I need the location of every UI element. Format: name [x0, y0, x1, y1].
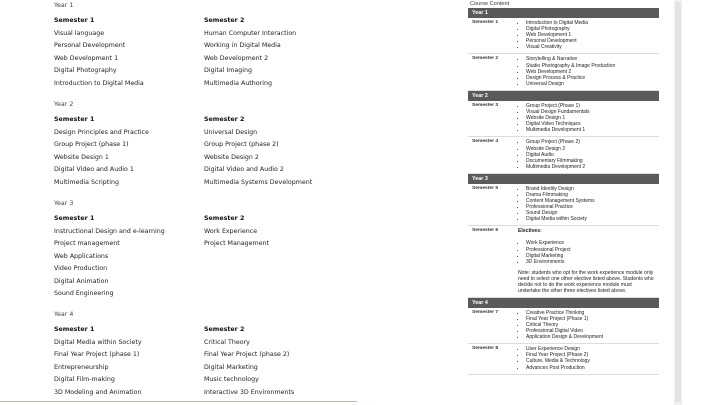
course-year [468, 91, 659, 174]
semester-label: Semester 3 [472, 102, 499, 108]
module-item: Multimedia Authoring [204, 79, 272, 87]
semester-header: Semester 1 [54, 215, 95, 222]
module-item: Website Design 2 [204, 153, 259, 161]
module-item: • Group Project (Phase 1) [526, 103, 655, 109]
module-item: • Advances Post Production [526, 365, 655, 371]
course-content-table [468, 0, 659, 375]
module-item: • Multimedia Development 2 [526, 164, 655, 170]
semester-column [204, 324, 354, 399]
semester-header: Semester 2 [204, 116, 245, 123]
semester-label: Semester 6 [472, 228, 499, 234]
module-item: • Professional Digital Video [526, 328, 655, 334]
module-item: • Design Process & Practice [526, 75, 655, 81]
module-list [518, 310, 655, 340]
semester-modules [518, 56, 659, 86]
semester-columns [54, 324, 354, 399]
module-item: • Critical Theory [526, 322, 655, 328]
semester-header: Semester 1 [54, 116, 95, 123]
module-list [518, 186, 655, 223]
module-item: Human Computer Interaction [204, 29, 297, 37]
semester-header: Semester 2 [204, 17, 245, 24]
module-item: • Documentary Filmmaking [526, 158, 655, 164]
semester-label: Semester 7 [472, 309, 499, 315]
semester-header: Semester 1 [54, 326, 95, 333]
module-item: Critical Theory [204, 338, 250, 346]
module-item: • Final Year Project (Phase 1) [526, 316, 655, 322]
module-item: Design Principles and Practice [54, 128, 149, 136]
year-bar: Year 1 [468, 8, 659, 18]
module-item: • Digital Audio [526, 152, 655, 158]
module-item: • Web Development 2 [526, 69, 655, 75]
year-title: Year 3 [54, 200, 74, 207]
course-year [468, 174, 659, 298]
course-year [468, 298, 659, 375]
module-item: • Personal Development [526, 38, 655, 44]
module-item: • Final Year Project (Phase 2) [526, 352, 655, 358]
module-item: • Work Experience [526, 240, 655, 246]
module-item: • Digital Media within Society [526, 216, 655, 222]
module-item: • Website Design 1 [526, 115, 655, 121]
module-item: • Content Management Systems [526, 198, 655, 204]
semester-label: Semester 2 [472, 56, 499, 62]
semester-header: Semester 1 [54, 17, 95, 24]
module-item: 3D Modeling and Animation [54, 388, 142, 396]
module-item: • Studio Photography & Image Production [526, 63, 655, 69]
module-item: • Group Project (Phase 2) [526, 139, 655, 145]
left-module-list [0, 0, 358, 405]
module-item: • Professional Practice [526, 204, 655, 210]
semester-column [204, 15, 354, 90]
semester-modules [518, 346, 659, 370]
semester-column [204, 114, 354, 189]
module-item: Group Project (phase 2) [204, 141, 279, 148]
semester-label: Semester 1 [472, 20, 499, 25]
module-item: • Digital Marketing [526, 253, 655, 259]
module-item: • Web Development 1 [526, 32, 655, 38]
semester-column [54, 213, 204, 301]
module-item: Project Management [204, 240, 270, 247]
semester-modules [518, 103, 659, 133]
module-item: • Universal Design [526, 81, 655, 87]
module-item: Digital Marketing [204, 363, 258, 371]
module-item: Digital Animation [54, 277, 109, 285]
semester-column [54, 114, 204, 189]
module-item: Multimedia Scripting [54, 178, 120, 186]
electives-note: Note: students who opt for the work experience module only need to select one other elective listed above. Students who decide not to do the work experience module must undertake the other three electives listed above. [518, 269, 654, 294]
semester-column [204, 213, 354, 301]
semester-modules [518, 186, 659, 223]
module-item: Web Applications [54, 252, 109, 260]
semester-header: Semester 2 [204, 215, 245, 222]
year-block [54, 198, 354, 301]
module-item: • Brand Identity Design [526, 186, 655, 192]
semester-modules [518, 20, 659, 50]
year-bar: Year 3 [468, 174, 659, 184]
module-item: • Drama Filmmaking [526, 192, 655, 198]
year-title: Year 4 [54, 311, 74, 318]
module-item: Introduction to Digital Media [54, 79, 144, 87]
module-item: Entrepreneurship [54, 363, 109, 371]
semester-row [468, 137, 659, 173]
module-item: • Storytelling & Narrative [526, 56, 655, 62]
module-list [518, 20, 655, 50]
module-item: • Visual Design Fundamentals [526, 109, 655, 115]
module-item: • Creative Practice Thinking [526, 310, 655, 316]
semester-label: Semester 8 [472, 346, 499, 352]
module-item: • Introduction to Digital Media [526, 20, 655, 26]
module-item: • 3D Environments [526, 259, 655, 265]
module-item: Instructional Design and e-learning [54, 227, 165, 235]
scrollbar-thumb[interactable] [675, 2, 681, 402]
module-item: Working in Digital Media [204, 42, 281, 49]
module-item: Interactive 3D Environments [204, 388, 295, 396]
course-content-title: Course Content [470, 1, 510, 7]
module-item: Universal Design [204, 128, 258, 136]
module-list [518, 240, 655, 264]
module-item: Final Year Project (phase 1) [54, 351, 140, 358]
year-title: Year 1 [54, 2, 74, 9]
module-item: • Sound Design [526, 210, 655, 216]
module-item: Music technology [204, 376, 259, 383]
module-list [518, 103, 655, 133]
semester-row [468, 101, 659, 137]
module-item: Digital Photography [54, 67, 117, 74]
module-item: Digital Video and Audio 2 [204, 166, 284, 173]
module-list [518, 56, 655, 86]
semester-header: Semester 2 [204, 326, 245, 333]
semester-row [468, 54, 659, 90]
course-content-years [468, 8, 659, 375]
module-item: • Multimedia Development 1 [526, 127, 655, 133]
module-item: Web Development 2 [204, 54, 269, 62]
module-item: • Culture, Media & Technology [526, 358, 655, 364]
year-block [54, 309, 354, 399]
bottom-divider [0, 401, 357, 402]
year-bar: Year 4 [468, 298, 659, 308]
module-item: Multimedia Systems Development [204, 178, 313, 186]
module-item: • Digital Photography [526, 26, 655, 32]
year-title: Year 2 [54, 101, 74, 108]
module-item: Digital Video and Audio 1 [54, 166, 134, 173]
semester-row [468, 308, 659, 344]
electives-heading: Electives: [518, 228, 542, 235]
module-item: Web Development 1 [54, 54, 119, 62]
year-block [54, 0, 354, 90]
semester-modules [518, 139, 659, 169]
semester-modules [518, 228, 659, 293]
module-list [518, 139, 655, 169]
module-item: • User Experience Design [526, 346, 655, 352]
semester-row [468, 226, 659, 297]
course-year [468, 8, 659, 91]
module-item: Video Production [54, 265, 108, 272]
module-item: Project management [54, 240, 120, 247]
year-bar: Year 2 [468, 91, 659, 101]
module-item: Visual language [54, 29, 105, 37]
year-block [54, 99, 354, 189]
semester-columns [54, 15, 354, 90]
module-item: Work Experience [204, 227, 258, 235]
semester-column [54, 324, 204, 399]
semester-columns [54, 114, 354, 189]
module-item: Personal Development [54, 42, 126, 49]
semester-row [468, 184, 659, 227]
module-item: • Website Design 2 [526, 146, 655, 152]
module-item: Final Year Project (phase 2) [204, 351, 290, 358]
semester-row [468, 18, 659, 54]
semester-label: Semester 4 [472, 139, 499, 145]
module-item: • Application Design & Development [526, 334, 655, 340]
module-item: Sound Engineering [54, 290, 114, 297]
module-item: Website Design 1 [54, 153, 109, 161]
module-item: • Visual Creativity [526, 44, 655, 50]
semester-columns [54, 213, 354, 301]
semester-modules [518, 310, 659, 340]
module-item: Group Project (phase 1) [54, 141, 129, 148]
module-item: Digital Imaging [204, 67, 253, 74]
module-item: Digital Film-making [54, 376, 115, 383]
semester-column [54, 15, 204, 90]
module-item: Digital Media within Society [54, 338, 142, 346]
semester-label: Semester 5 [472, 185, 499, 191]
module-item: • Professional Project [526, 247, 655, 253]
semester-row [468, 344, 659, 374]
module-list [518, 346, 655, 370]
module-item: • Digital Video Techniques [526, 121, 655, 127]
